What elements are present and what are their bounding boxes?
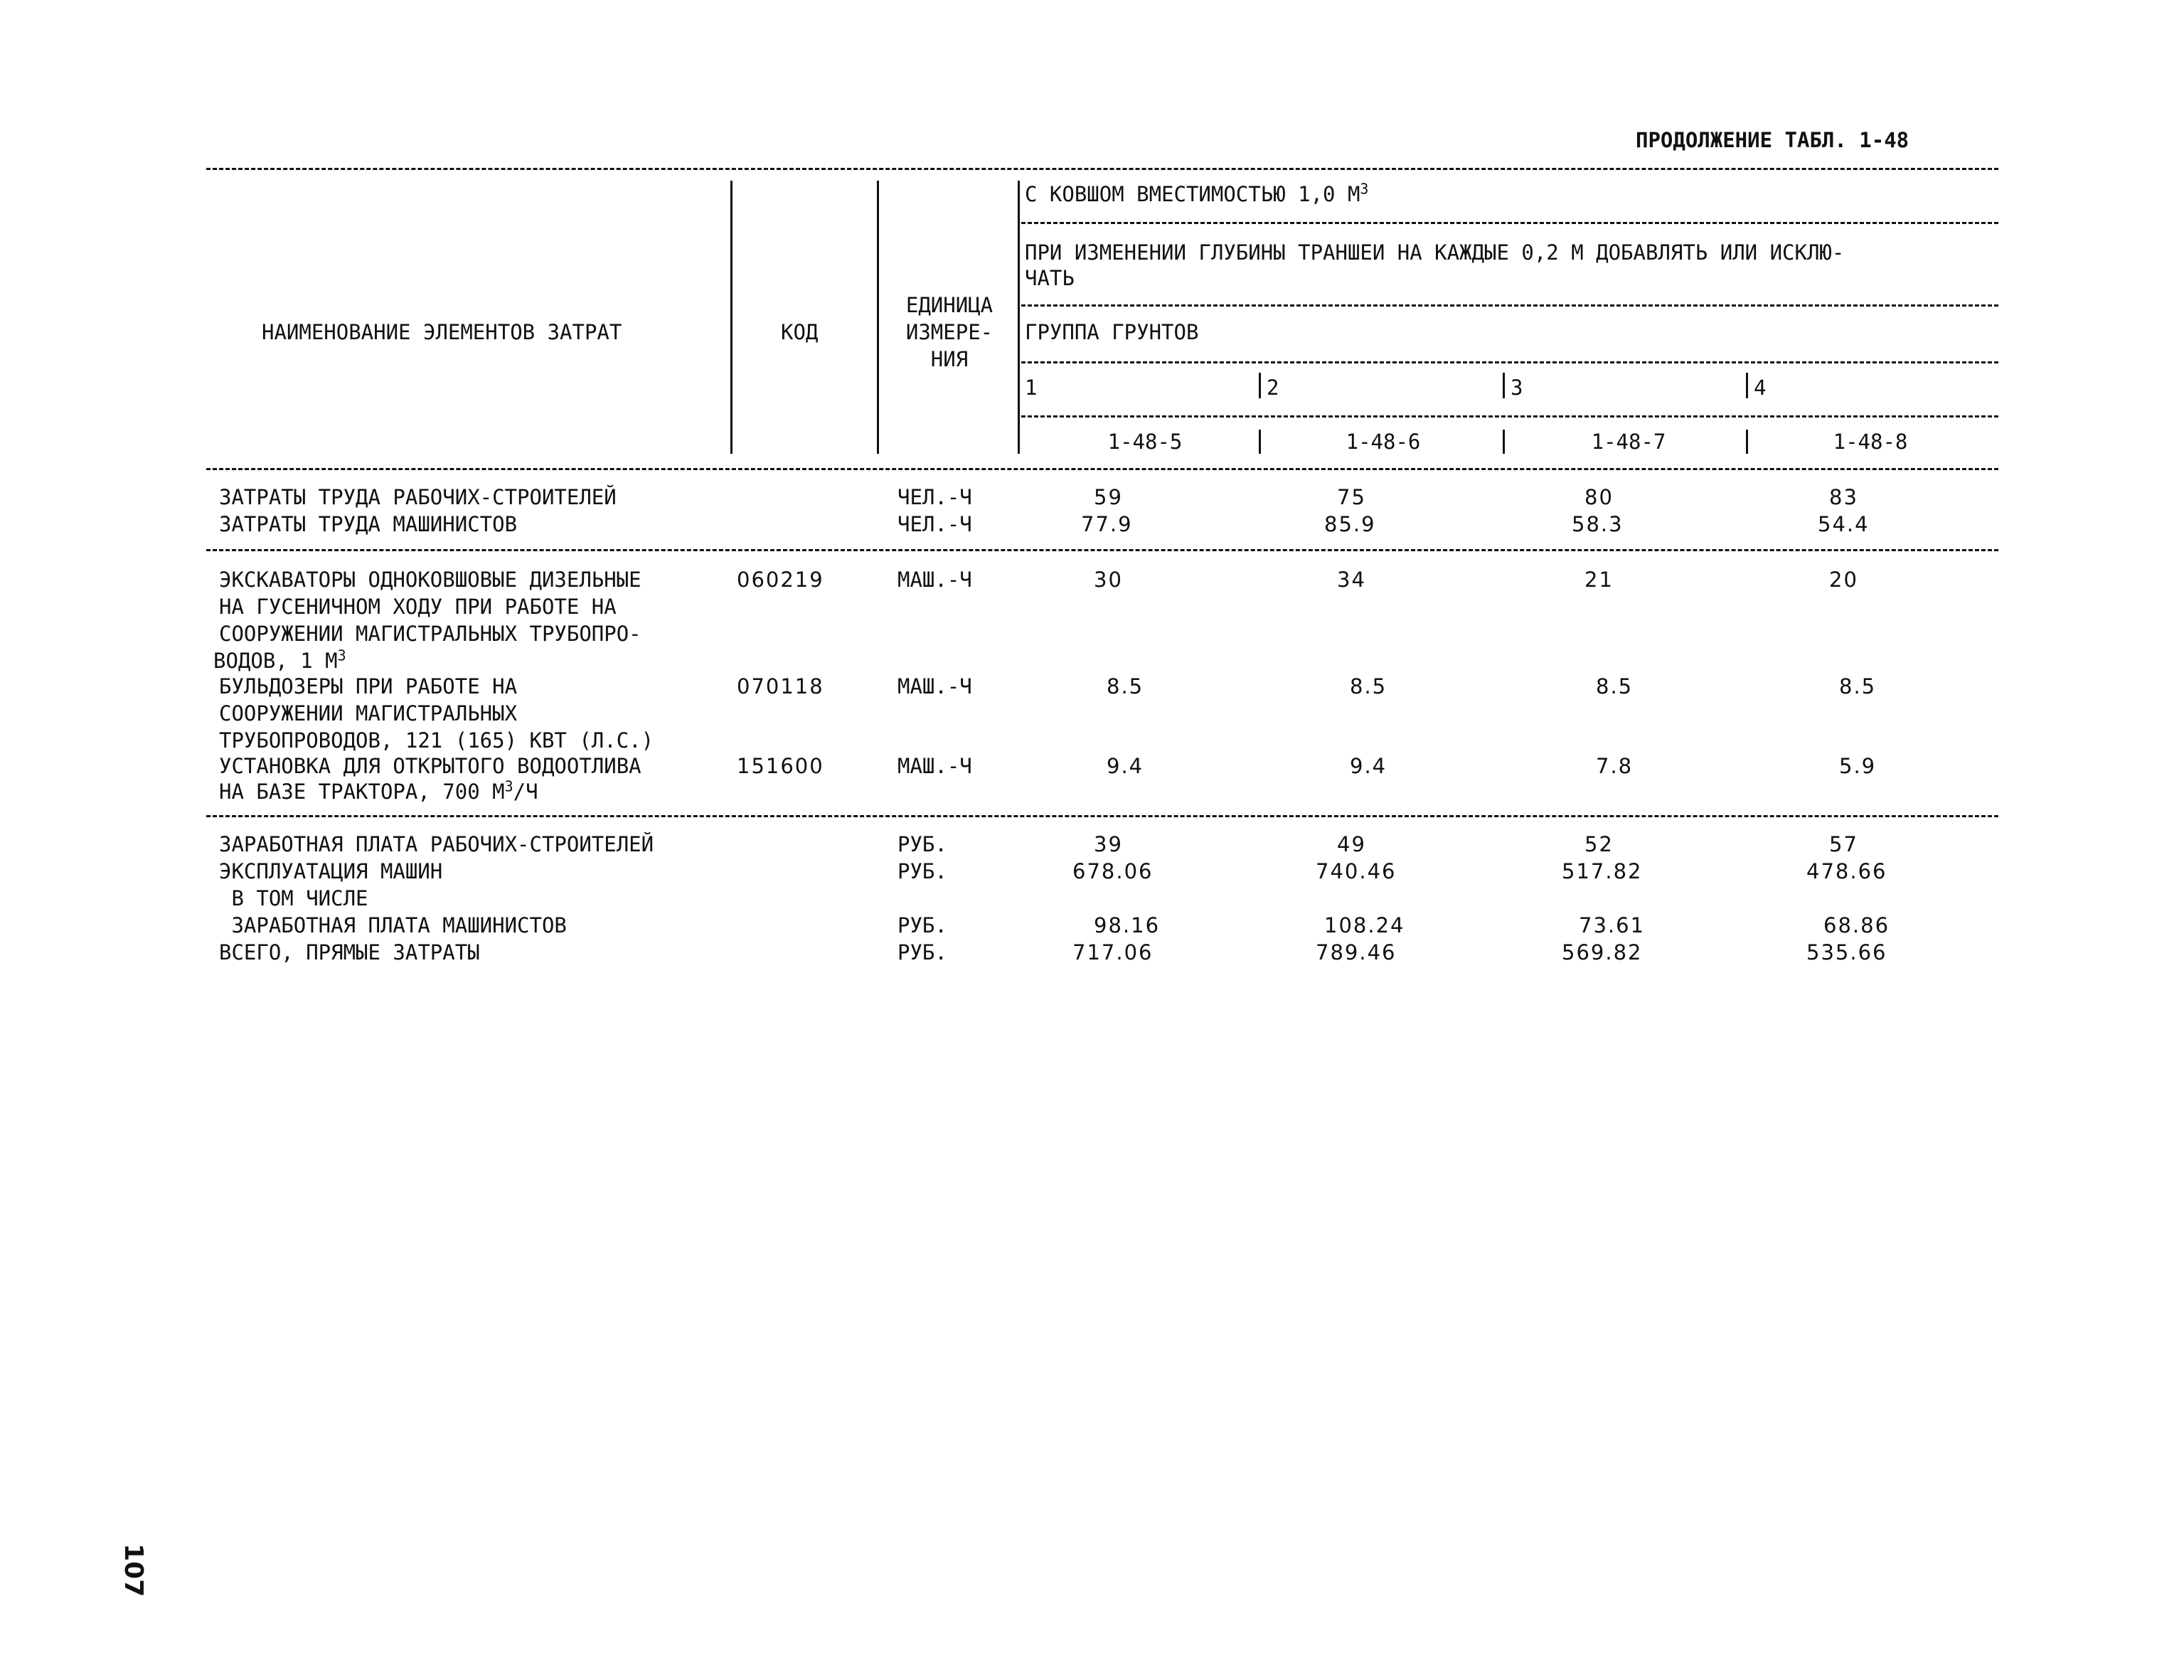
machine-1-line-2: НА ГУСЕНИЧНОМ ХОДУ ПРИ РАБОТЕ НА	[219, 595, 617, 619]
section-rule-1	[206, 549, 1998, 551]
labor-row-2-name: ЗАТРАТЫ ТРУДА МАШИНИСТОВ	[219, 512, 518, 536]
machine-3-unit: МАШ.-Ч	[897, 754, 972, 778]
bucket-superscript: 3	[1360, 180, 1369, 198]
machine-1-line-1: ЭКСКАВАТОРЫ ОДНОКОВШОВЫЕ ДИЗЕЛЬНЫЕ	[219, 568, 641, 592]
machine-3-line-2-tail: /Ч	[513, 780, 538, 804]
group-sep-2	[1259, 373, 1261, 398]
machine-3-code: 151600	[737, 754, 824, 778]
code-sep-3	[1503, 430, 1505, 454]
totals-row-5-value-2: 789.46	[1316, 940, 1397, 964]
header-unit-line-1: ЕДИНИЦА	[905, 293, 994, 317]
labor-row-1-name: ЗАТРАТЫ ТРУДА РАБОЧИХ-СТРОИТЕЛЕЙ	[219, 485, 617, 509]
labor-row-1-value-2: 75	[1337, 485, 1366, 509]
totals-row-5-name: ВСЕГО, ПРЯМЫЕ ЗАТРАТЫ	[219, 940, 480, 964]
totals-row-2-unit: РУБ.	[897, 859, 947, 883]
totals-row-4-name: ЗАРАБОТНАЯ ПЛАТА МАШИНИСТОВ	[219, 913, 567, 937]
machine-2-value-4: 8.5	[1839, 674, 1877, 698]
totals-row-1-value-3: 52	[1584, 832, 1614, 856]
totals-row-5-unit: РУБ.	[897, 940, 947, 964]
totals-row-4-value-3: 73.61	[1579, 913, 1646, 937]
machine-1-unit: МАШ.-Ч	[897, 568, 972, 592]
labor-row-1-value-1: 59	[1094, 485, 1123, 509]
totals-row-1-value-2: 49	[1337, 832, 1366, 856]
header-rule-1	[1021, 222, 1998, 224]
machine-2-line-1: БУЛЬДОЗЕРЫ ПРИ РАБОТЕ НА	[219, 674, 518, 698]
machine-1-value-2: 34	[1337, 568, 1366, 592]
totals-row-4-value-1: 98.16	[1094, 913, 1161, 937]
machine-2-value-1: 8.5	[1107, 674, 1144, 698]
machine-1-value-3: 21	[1584, 568, 1614, 592]
labor-row-2-value-3: 58.3	[1572, 512, 1624, 536]
section-rule-2	[206, 815, 1998, 817]
col-sep-unit-values	[1018, 181, 1020, 454]
machine-2-line-3: ТРУБОПРОВОДОВ, 121 (165) КВТ (Л.С.)	[219, 728, 654, 753]
code-sep-2	[1259, 430, 1261, 454]
machine-3-line-2-text: НА БАЗЕ ТРАКТОРА, 700 М	[219, 780, 505, 804]
header-rule-2	[1021, 304, 1998, 307]
totals-row-5-value-4: 535.66	[1806, 940, 1887, 964]
machine-3-value-2: 9.4	[1350, 754, 1387, 778]
machine-1-line-3: СООРУЖЕНИИ МАГИСТРАЛЬНЫХ ТРУБОПРО-	[219, 622, 641, 646]
totals-row-2-value-1: 678.06	[1072, 859, 1154, 883]
continuation-caption: ПРОДОЛЖЕНИЕ ТАБЛ. 1-48	[1636, 128, 1909, 152]
header-unit-line-2: ИЗМЕРЕ-	[905, 320, 994, 344]
header-soil-group: ГРУППА ГРУНТОВ	[1025, 320, 1199, 344]
machine-3-superscript: 3	[504, 777, 513, 795]
group-label-4: 4	[1754, 376, 1767, 400]
group-sep-4	[1746, 373, 1748, 398]
labor-row-2-value-2: 85.9	[1324, 512, 1376, 536]
machine-3-line-2	[219, 778, 538, 805]
labor-row-2-value-1: 77.9	[1081, 512, 1133, 536]
machine-2-value-2: 8.5	[1350, 674, 1387, 698]
group-label-1: 1	[1025, 376, 1038, 400]
totals-row-3-name: В ТОМ ЧИСЛЕ	[219, 886, 368, 910]
machine-1-value-4: 20	[1829, 568, 1858, 592]
totals-row-1-name: ЗАРАБОТНАЯ ПЛАТА РАБОЧИХ-СТРОИТЕЛЕЙ	[219, 832, 654, 856]
labor-row-2-unit: ЧЕЛ.-Ч	[897, 512, 972, 536]
header-depth-line-2: ЧАТЬ	[1025, 266, 1075, 290]
totals-row-1-value-4: 57	[1829, 832, 1858, 856]
group-sep-3	[1503, 373, 1505, 398]
header-top-rule	[206, 168, 1998, 170]
page-number: 107	[119, 1543, 148, 1597]
machine-1-line-4	[213, 647, 346, 674]
totals-row-1-unit: РУБ.	[897, 832, 947, 856]
totals-row-2-value-4: 478.66	[1806, 859, 1887, 883]
machine-1-superscript: 3	[337, 647, 346, 664]
bucket-text: С КОВШОМ ВМЕСТИМОСТЬЮ 1,0 М	[1025, 182, 1360, 206]
norm-code-2: 1-48-6	[1346, 430, 1421, 454]
machine-2-line-2: СООРУЖЕНИИ МАГИСТРАЛЬНЫХ	[219, 701, 518, 725]
machine-3-line-1: УСТАНОВКА ДЛЯ ОТКРЫТОГО ВОДООТЛИВА	[219, 754, 641, 778]
norm-code-3: 1-48-7	[1591, 430, 1666, 454]
totals-row-4-value-4: 68.86	[1823, 913, 1890, 937]
totals-row-2-value-2: 740.46	[1316, 859, 1397, 883]
labor-row-1-unit: ЧЕЛ.-Ч	[897, 485, 972, 509]
header-depth-line-1: ПРИ ИЗМЕНЕНИИ ГЛУБИНЫ ТРАНШЕИ НА КАЖДЫЕ 0,2 М ДОБАВЛЯТЬ ИЛИ ИСКЛЮ-	[1025, 240, 1845, 265]
labor-row-1-value-4: 83	[1829, 485, 1858, 509]
group-label-3: 3	[1511, 376, 1523, 400]
machine-3-value-4: 5.9	[1839, 754, 1877, 778]
machine-2-value-3: 8.5	[1596, 674, 1634, 698]
header-rule-3	[1021, 361, 1998, 363]
totals-row-2-value-3: 517.82	[1562, 859, 1643, 883]
totals-row-1-value-1: 39	[1094, 832, 1123, 856]
totals-row-4-value-2: 108.24	[1324, 913, 1405, 937]
col-sep-code-unit	[877, 181, 879, 454]
header-bottom-rule	[206, 468, 1998, 470]
totals-row-5-value-1: 717.06	[1072, 940, 1154, 964]
machine-1-code: 060219	[737, 568, 824, 592]
totals-row-4-unit: РУБ.	[897, 913, 947, 937]
header-code-column: КОД	[781, 320, 819, 344]
machine-3-value-1: 9.4	[1107, 754, 1144, 778]
labor-row-1-value-3: 80	[1584, 485, 1614, 509]
machine-3-value-3: 7.8	[1596, 754, 1634, 778]
machine-2-unit: МАШ.-Ч	[897, 674, 972, 698]
header-bucket-capacity	[1025, 181, 1368, 208]
norm-code-1: 1-48-5	[1107, 430, 1183, 454]
machine-1-value-1: 30	[1094, 568, 1123, 592]
header-unit-line-3: НИЯ	[930, 347, 969, 371]
header-rule-4	[1021, 415, 1998, 418]
machine-2-code: 070118	[737, 674, 824, 698]
machine-1-line-4-text: ВОДОВ, 1 М	[213, 649, 338, 673]
header-name-column: НАИМЕНОВАНИЕ ЭЛЕМЕНТОВ ЗАТРАТ	[262, 320, 622, 344]
totals-row-2-name: ЭКСПЛУАТАЦИЯ МАШИН	[219, 859, 443, 883]
norm-code-4: 1-48-8	[1833, 430, 1908, 454]
col-sep-name-code	[730, 181, 733, 454]
group-label-2: 2	[1267, 376, 1279, 400]
code-sep-4	[1746, 430, 1748, 454]
labor-row-2-value-4: 54.4	[1818, 512, 1870, 536]
totals-row-5-value-3: 569.82	[1562, 940, 1643, 964]
